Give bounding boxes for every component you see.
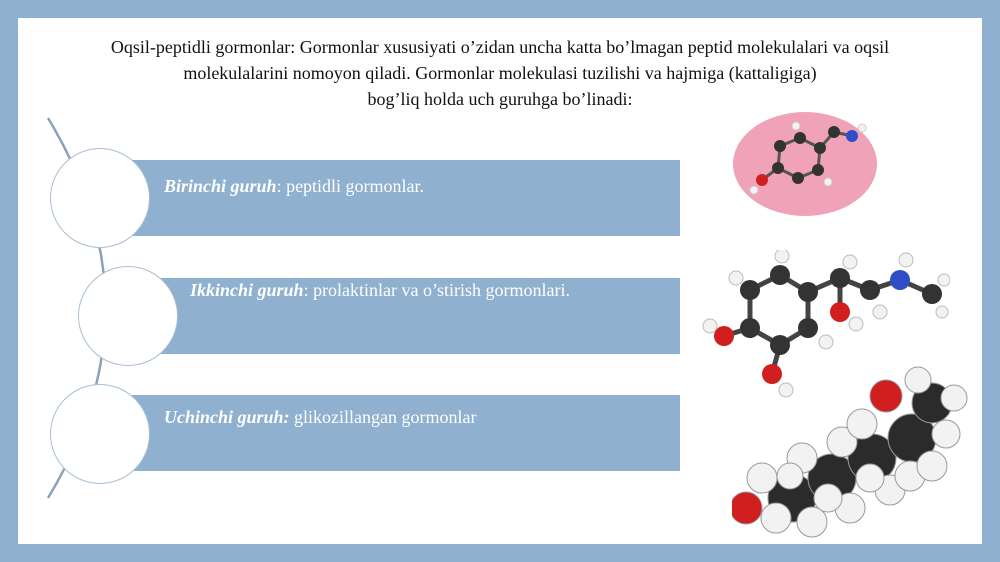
group-2-circle: [78, 266, 178, 366]
group-band-2: [118, 278, 680, 354]
intro-line-3: bog’liq holda uch guruhga bo’linadi:: [367, 89, 633, 109]
group-1-label: [164, 176, 424, 197]
group-3-title: Uchinchi guruh:: [164, 407, 290, 427]
molecule-3-icon: [732, 358, 968, 538]
group-1-text: : peptidli gormonlar.: [276, 176, 425, 196]
group-2-title: Ikkinchi guruh: [190, 280, 304, 300]
group-band-3: [118, 395, 680, 471]
group-3-text: glikozillangan gormonlar: [289, 407, 477, 427]
group-3-circle: [50, 384, 150, 484]
group-3-label: [164, 407, 477, 428]
intro-line-2: molekulalarini nomoyon qiladi. Gormonlar molekulasi tuzilishi va hajmiga (kattaligiga): [183, 63, 817, 83]
group-band-1: [118, 160, 680, 236]
intro-line-1: Oqsil-peptidli gormonlar: Gormonlar xususiyati o’zidan uncha katta bo’lmagan peptid molekulalari va oqsil: [110, 37, 890, 57]
group-2-label: [190, 280, 570, 301]
slide: [18, 18, 982, 544]
group-1-circle: [50, 148, 150, 248]
group-1-title: Birinchi guruh: [164, 176, 277, 196]
molecule-1-icon: [730, 106, 880, 216]
group-2-text: : prolaktinlar va o’stirish gormonlari.: [303, 280, 571, 300]
